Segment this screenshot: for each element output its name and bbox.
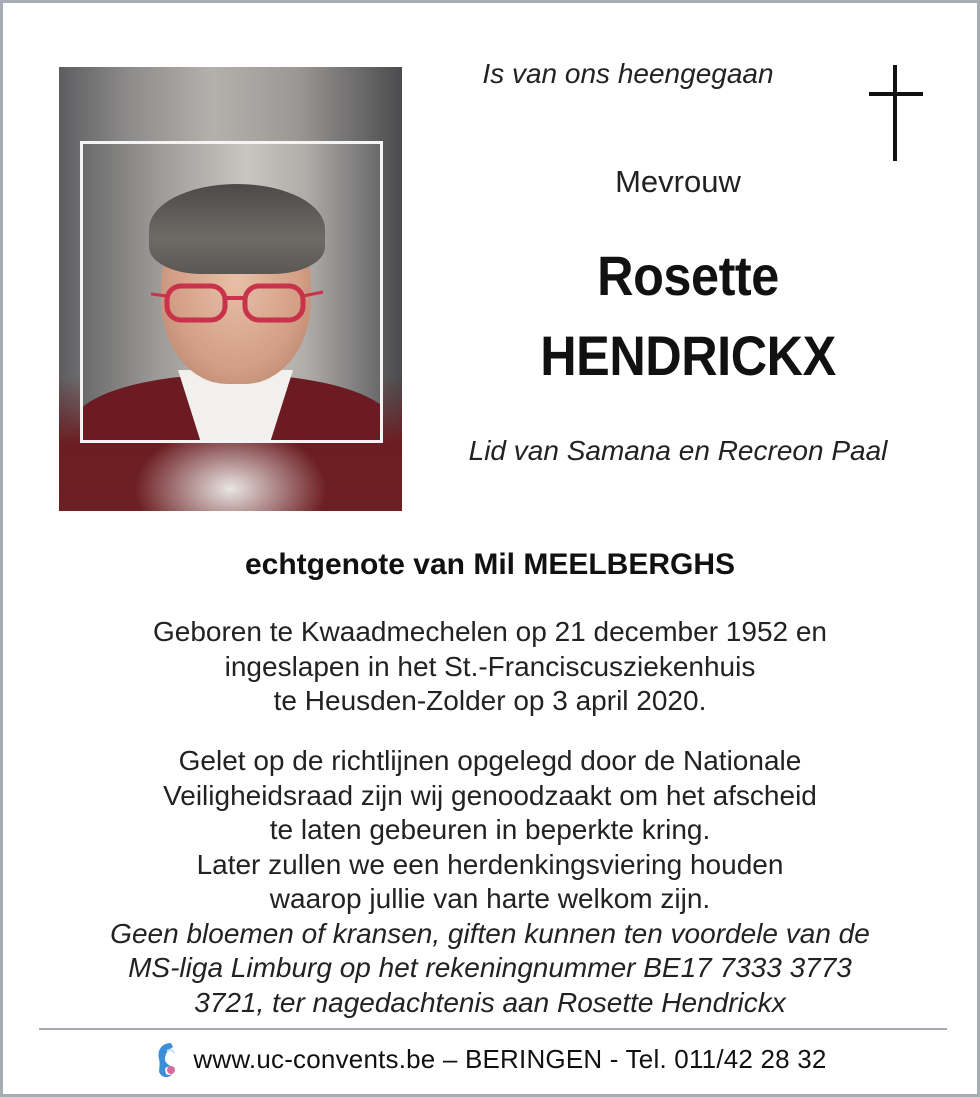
spouse-line: echtgenote van Mil MEELBERGHS xyxy=(244,548,736,581)
birth-line: Geboren te Kwaadmechelen op 21 december 1952 en xyxy=(152,616,828,647)
photo-hair xyxy=(149,184,325,274)
last-name: HENDRICKX xyxy=(540,324,836,387)
notice-line: Gelet op de richtlijnen opgelegd door de Nationale xyxy=(178,745,802,776)
first-name: Rosette xyxy=(597,244,779,307)
funeral-home-logo-icon xyxy=(153,1039,179,1079)
portrait-photo xyxy=(59,67,402,511)
notice-line: Later zullen we een herdenkingsviering houden xyxy=(196,848,784,880)
notice-line: waarop jullie van harte welkom zijn. xyxy=(269,883,711,914)
notice-line: Veiligheidsraad zijn wij genoodzaakt om het afscheid xyxy=(163,779,817,811)
photo-glasses xyxy=(149,280,325,326)
birth-line: te Heusden-Zolder op 3 april 2020. xyxy=(273,685,707,716)
notice-line: te laten gebeuren in beperkte kring. xyxy=(269,814,711,845)
birth-paragraph xyxy=(3,615,977,719)
footer-divider xyxy=(39,1028,947,1030)
honorific: Mevrouw xyxy=(615,164,741,199)
cross-icon-bar xyxy=(869,92,923,96)
donation-line: Geen bloemen of kransen, giften kunnen ten voordele van de xyxy=(110,917,870,949)
cross-icon xyxy=(893,65,897,161)
footer xyxy=(3,1039,977,1079)
birth-line: ingeslapen in het St.-Franciscusziekenhuis xyxy=(224,650,756,682)
notice-paragraph xyxy=(3,744,977,1020)
portrait-photo-frame xyxy=(80,141,383,443)
footer-contact: www.uc-convents.be – BERINGEN - Tel. 011/42 28 32 xyxy=(193,1043,827,1074)
donation-line: MS-liga Limburg op het rekeningnummer BE17 7333 3773 xyxy=(128,952,852,983)
membership-text: Lid van Samana en Recreon Paal xyxy=(468,435,888,466)
donation-line: 3721, ter nagedachtenis aan Rosette Hendrickx xyxy=(194,986,786,1018)
intro-text: Is van ons heengegaan xyxy=(482,58,774,89)
